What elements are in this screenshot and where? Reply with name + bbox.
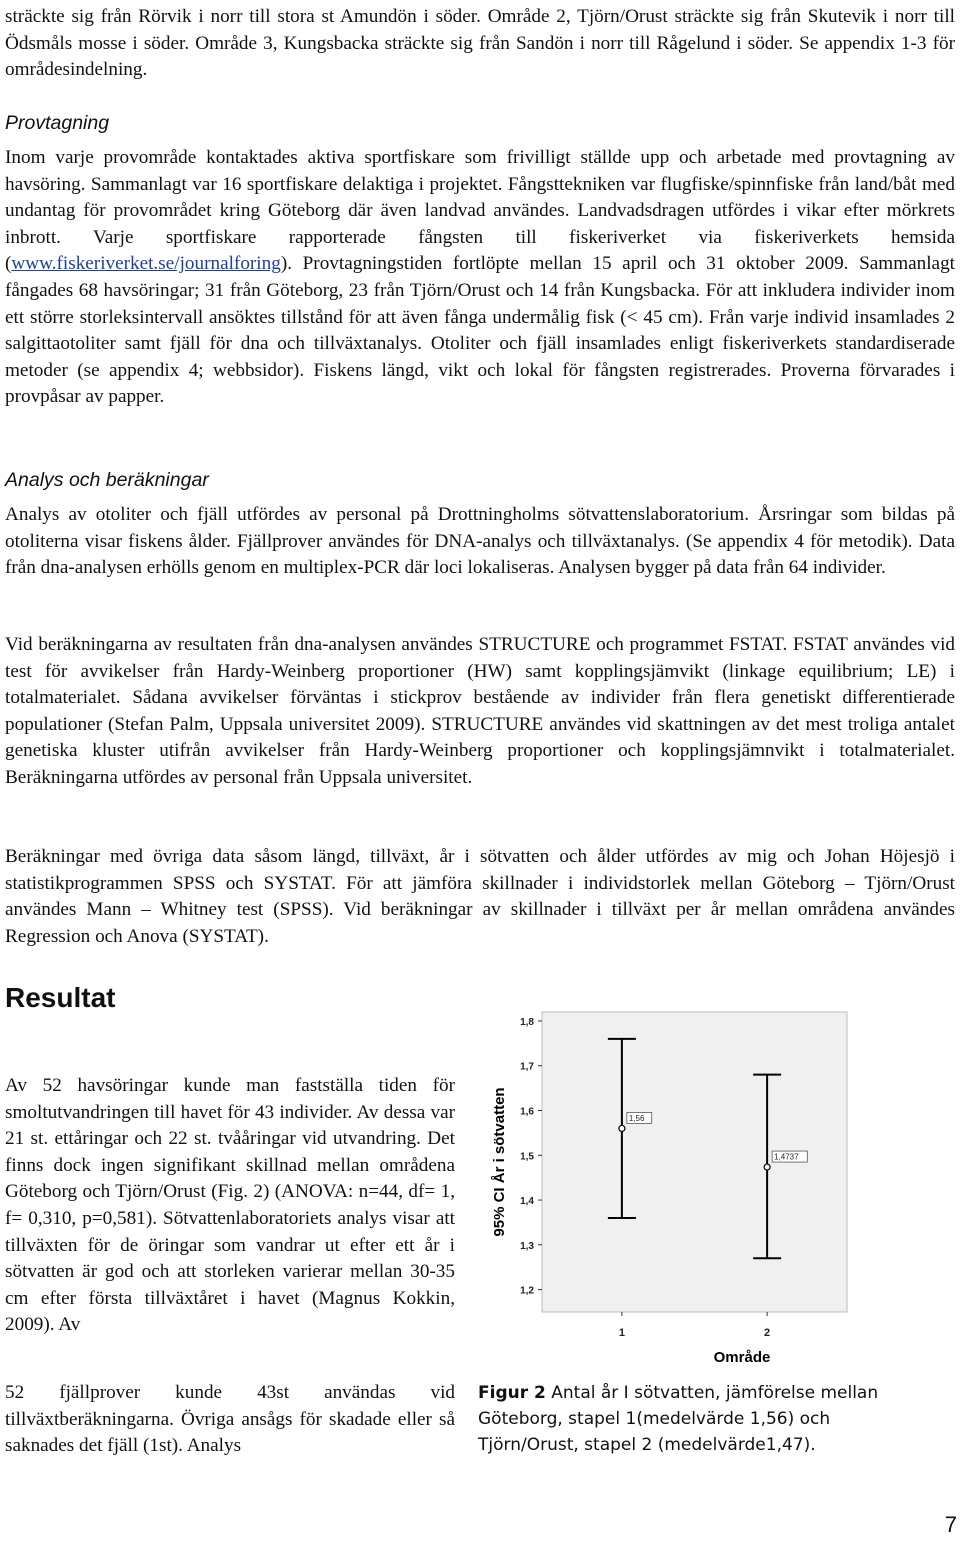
provtagning-text-b: ). Provtagningstiden fortlöpte mellan 15 april och 31 oktober 2009. Sammanlagt fångades 68 havsöringar; 31 från Göteborg, 23 från Tjörn/Orust och 14 från Kungsbacka. För att inkludera individer inom ett större storleksintervall ansöktes tillstånd för att även fånga undermålig fisk (< 45 cm). Från varje individ insamlades 2 salgittaotoliter samt fjäll för dna och tillväxtanalys. Otoliter och fjäll insamlades enligt fiskeriverkets standardiserade metoder (se appendix 4; webbsidor). Fiskens längd, vikt och lokal för fångsten registrerades. Proverna förvarades i provpåsar av papper. bbox=[5, 253, 955, 408]
heading-analys: Analys och beräkningar bbox=[5, 469, 209, 491]
x-tick-label: 2 bbox=[764, 1327, 771, 1339]
y-tick-label: 1,5 bbox=[520, 1151, 534, 1163]
y-tick-label: 1,7 bbox=[520, 1061, 534, 1073]
mean-marker bbox=[619, 1125, 625, 1131]
analys-paragraph-2: Vid beräkningarna av resultaten från dna-analysen användes STRUCTURE och programmet FSTAT. FSTAT användes vid test för avvikelser från Hardy-Weinberg proportioner (HW) samt kopplingsjämvikt (linkage equilibrium; LE) i totalmaterialet. Sådana avvikelser förväntas i stickprov bestående av individer från flera genetiskt differentierade populationer (Stefan Palm, Uppsala universitet 2009). STRUCTURE användes vid skattningen av det mest troliga antalet genetiska kluster utifrån avvikelser från Hardy-Weinberg proportioner och kopplingsjämnvikt i totalmaterialet. Beräkningarna utfördes av personal från Uppsala universitet. bbox=[5, 634, 955, 788]
error-bar-chart bbox=[480, 1000, 940, 1370]
y-tick-label: 1,4 bbox=[520, 1196, 534, 1208]
analys-paragraph-3: Beräkningar med övriga data såsom längd, tillväxt, år i sötvatten och ålder utfördes av mig och Johan Höjesjö i statistikprogrammen SPSS och SYSTAT. För att jämföra skillnader i individstorlek mellan Göteborg – Tjörn/Orust användes Mann – Whitney test (SPSS). Vid beräkningar av skillnader i tillväxt per år mellan områdena användes Regression och Anova (SYSTAT). bbox=[5, 846, 955, 947]
page-number: 7 bbox=[944, 1512, 957, 1537]
figure-caption-text: Antal år I sötvatten, jämförelse mellan Göteborg, stapel 1(medelvärde 1,56) och Tjörn/Orust, stapel 2 (medelvärde1,47). bbox=[478, 1383, 879, 1455]
provtagning-paragraph bbox=[5, 145, 955, 411]
x-tick-label: 1 bbox=[618, 1327, 625, 1339]
mean-label: 1,56 bbox=[628, 1113, 645, 1123]
resultat-paragraph-2: 52 fjällprover kunde 43st användas vid tillväxtberäkningarna. Övriga ansågs för skadade eller så saknades det fjäll (1st). Analys bbox=[5, 1382, 455, 1457]
heading-provtagning: Provtagning bbox=[5, 112, 110, 134]
mean-marker bbox=[764, 1164, 770, 1170]
intro-paragraph: sträckte sig från Rörvik i norr till stora st Amundön i söder. Område 2, Tjörn/Orust sträckte sig från Skutevik i norr till Ödsmåls mosse i söder. Område 3, Kungsbacka sträckte sig från Sandön i norr till Rågelund i söder. Se appendix 1-3 för områdesindelning. bbox=[5, 6, 955, 81]
provtagning-text-a: Inom varje provområde kontaktades aktiva sportfiskare som frivilligt ställde upp och arbetade med provtagning av havsöring. Sammanlagt var 16 sportfiskare delaktiga i projektet. Fångsttekniken var flugfiske/spinnfiske från land/båt med undantag för provområdet kring Göteborg där även landvad användes. Landvadsdragen utfördes i vikar efter mörkrets inbrott. Varje sportfiskare rapporterade fångsten till fiskeriverket via fiskeriverkets hemsida ( bbox=[5, 147, 955, 275]
y-tick-label: 1,6 bbox=[520, 1106, 534, 1118]
analys-paragraph-1: Analys av otoliter och fjäll utfördes av personal på Drottningholms sötvattenslaboratorium. Årsringar som bildas på otoliterna visar fiskens ålder. Fjällprover användes för DNA-analys och tillväxtanalys. (Se appendix 4 för metodik). Data från dna-analysen erhölls genom en multiplex-PCR där loci lokaliseras. Analysen bygger på data från 64 individer. bbox=[5, 504, 955, 579]
mean-label: 1,4737 bbox=[774, 1152, 799, 1162]
journalforing-link[interactable]: www.fiskeriverket.se/journalforing bbox=[11, 253, 281, 275]
figure-caption-label: Figur 2 bbox=[478, 1383, 546, 1403]
resultat-paragraph-1: Av 52 havsöringar kunde man fastställa tiden för smoltutvandringen till havet för 43 individer. Av dessa var 21 st. ettåringar och 22 st. tvååringar vid utvandring. Det finns dock ingen signifikant skillnad mellan områdena Göteborg och Tjörn/Orust (Fig. 2) (ANOVA: n=44, df= 1, f= 0,310, p=0,581). Sötvattenlaboratoriets analys visar att tillväxten för de öringar som vandrar ut efter ett år i sötvatten är god och att storleken varierar mellan 30-35 cm efter första tillväxtåret i havet (Magnus Kokkin, 2009). Av bbox=[5, 1075, 455, 1336]
y-tick-label: 1,8 bbox=[520, 1016, 534, 1028]
figure-caption bbox=[478, 1380, 930, 1458]
x-axis-label: Område bbox=[713, 1349, 771, 1366]
y-axis-label: 95% CI År i sötvatten bbox=[491, 1087, 508, 1237]
heading-resultat: Resultat bbox=[5, 982, 116, 1013]
y-tick-label: 1,2 bbox=[520, 1285, 534, 1297]
y-tick-label: 1,3 bbox=[520, 1240, 534, 1252]
